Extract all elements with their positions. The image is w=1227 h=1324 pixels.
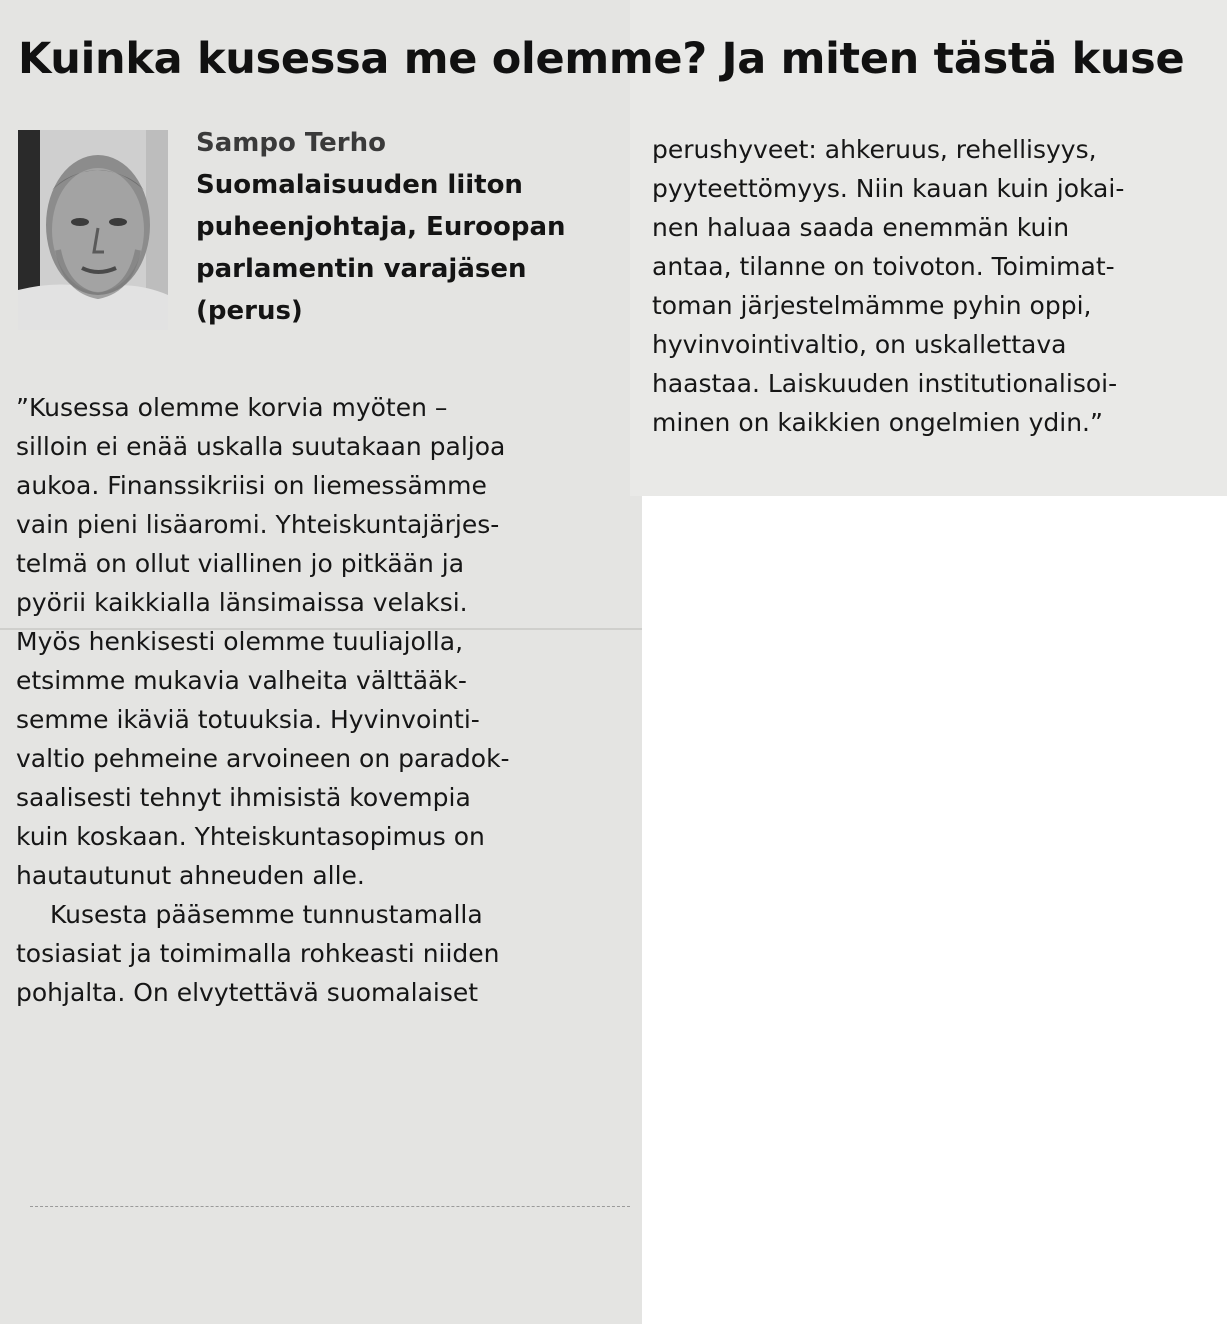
article-column-right: [652, 130, 1227, 442]
text-line: antaa, tilanne on toivoton. Toimimat-: [652, 252, 1115, 281]
text-line: valtio pehmeine arvoineen on paradok-: [16, 744, 510, 773]
text-line: nen haluaa saada enemmän kuin: [652, 213, 1070, 242]
text-line: saalisesti tehnyt ihmisistä kovempia: [16, 783, 471, 812]
text-line: ”Kusessa olemme korvia myöten –: [16, 393, 448, 422]
author-role-line-1: Suomalaisuuden liiton: [196, 170, 523, 200]
divider-rule: [30, 1206, 630, 1207]
text-line: kuin koskaan. Yhteiskuntasopimus on: [16, 822, 485, 851]
article-column-left: [16, 388, 626, 1012]
article-headline: Kuinka kusessa me olemme? Ja miten tästä kuse: [18, 34, 1185, 84]
text-line: pohjalta. On elvytettävä suomalaiset: [16, 978, 479, 1007]
author-role-line-3: parlamentin varajäsen: [196, 254, 527, 284]
text-line: hautautunut ahneuden alle.: [16, 861, 365, 890]
portrait-icon: [18, 130, 168, 330]
text-line: perushyveet: ahkeruus, rehellisyys,: [652, 135, 1097, 164]
text-line: etsimme mukavia valheita välttääk-: [16, 666, 467, 695]
author-role-line-2: puheenjohtaja, Euroopan: [196, 212, 566, 242]
text-line: semme ikäviä totuuksia. Hyvinvointi-: [16, 705, 480, 734]
text-line: hyvinvointivaltio, on uskallettava: [652, 330, 1067, 359]
text-line: vain pieni lisäaromi. Yhteiskuntajärjes-: [16, 510, 500, 539]
text-line: silloin ei enää uskalla suutakaan paljoa: [16, 432, 506, 461]
text-line: Myös henkisesti olemme tuuliajolla,: [16, 627, 464, 656]
text-line: aukoa. Finanssikriisi on liemessämme: [16, 471, 487, 500]
text-line: minen on kaikkien ongelmien ydin.”: [652, 408, 1103, 437]
text-line: Kusesta pääsemme tunnustamalla: [50, 900, 483, 929]
author-name: Sampo Terho: [196, 128, 386, 158]
text-line: pyörii kaikkialla länsimaissa velaksi.: [16, 588, 468, 617]
text-line: pyyteettömyys. Niin kauan kuin jokai-: [652, 174, 1125, 203]
text-line: telmä on ollut viallinen jo pitkään ja: [16, 549, 465, 578]
text-line: haastaa. Laiskuuden institutionalisoi-: [652, 369, 1118, 398]
text-line: tosiasiat ja toimimalla rohkeasti niiden: [16, 939, 500, 968]
author-portrait-photo: [18, 130, 168, 330]
text-line: toman järjestelmämme pyhin oppi,: [652, 291, 1092, 320]
author-role-line-4: (perus): [196, 296, 303, 326]
author-byline: [196, 122, 626, 332]
